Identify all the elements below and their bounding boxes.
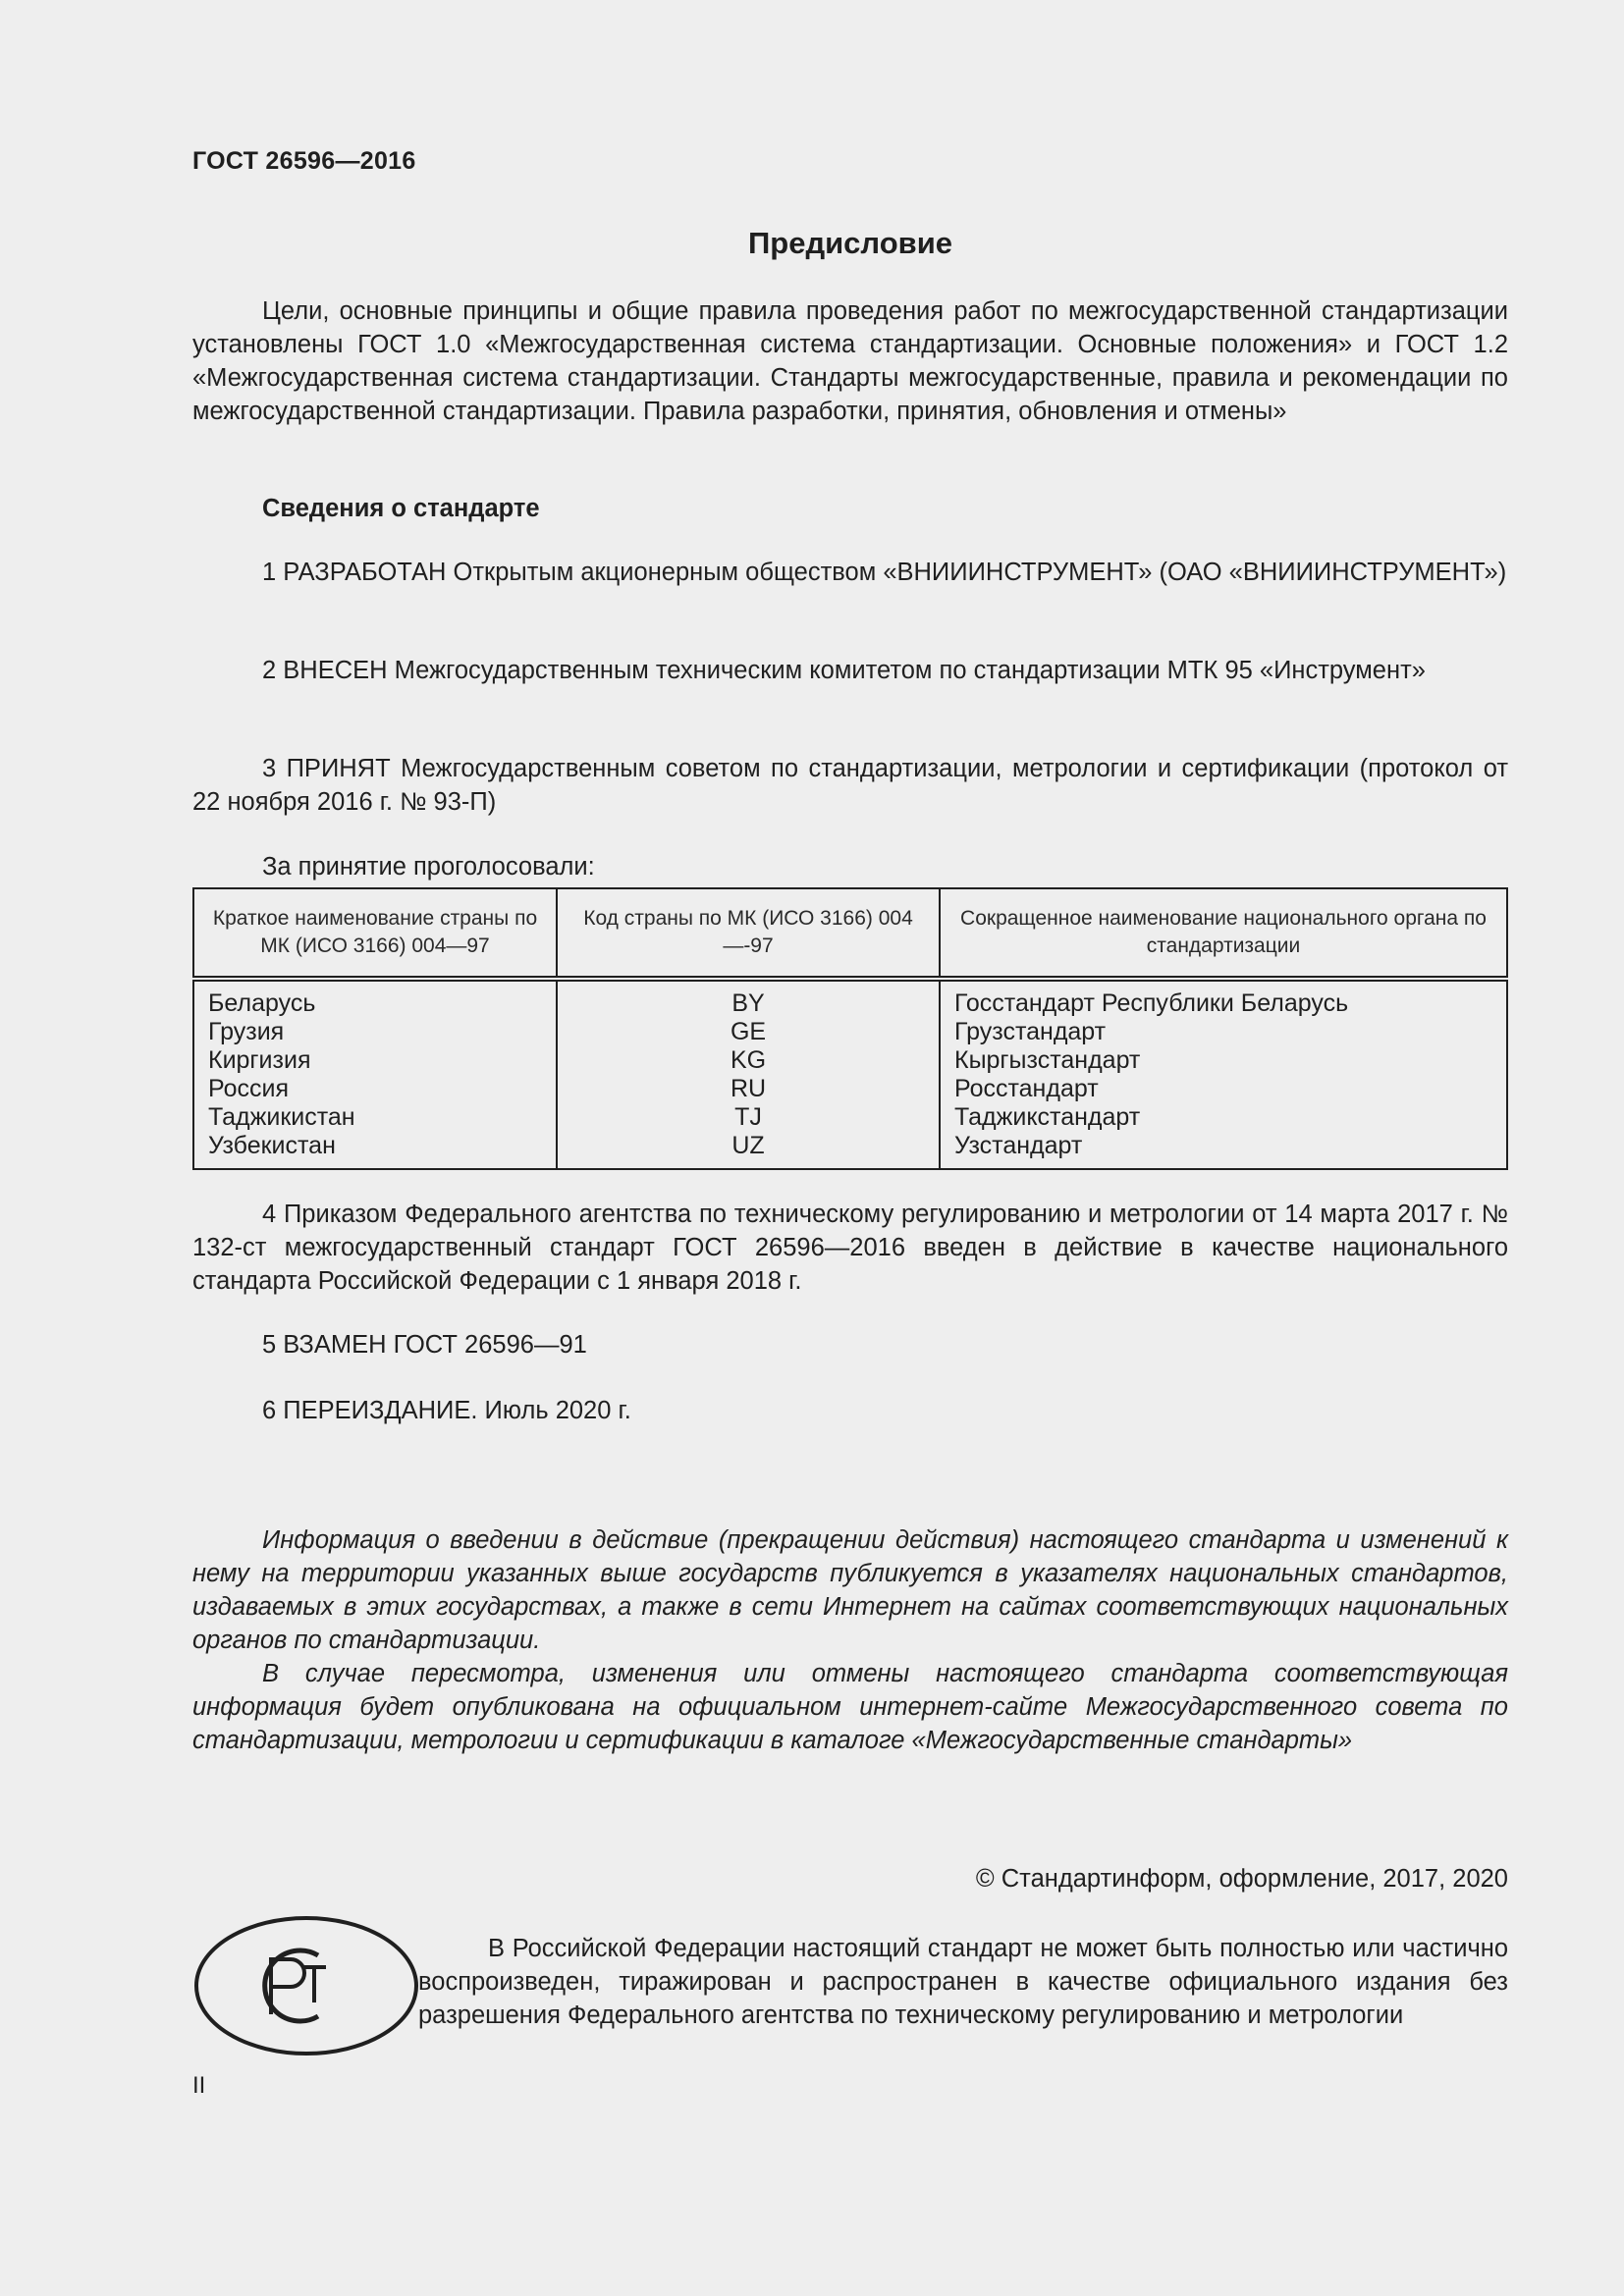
rst-certification-mark-icon bbox=[192, 1914, 420, 2057]
item-6-paragraph: 6 ПЕРЕИЗДАНИЕ. Июль 2020 г. bbox=[262, 1397, 631, 1424]
reproduction-notice: В Российской Федерации настоящий стандарт не может быть полностью или частично воспроизведен, тиражирован и распространен в качестве официального издания без разрешения Федерального агентства по техническому регулированию и метрологии bbox=[418, 1935, 1508, 2029]
page-title: Предисловие bbox=[747, 226, 952, 260]
table-header-code: Код страны по МК (ИСО 3166) 004—-97 bbox=[557, 888, 940, 979]
table-cell-countries: Беларусь Грузия Киргизия Россия Таджикистан Узбекистан bbox=[193, 979, 557, 1169]
info-paragraph-1: Информация о введении в действие (прекращении действия) настоящего стандарта и изменений к нему на территории указанных выше государств публикуется в указателях национальных стандартов, издаваемых в этих государствах, а также в сети Интернет на сайтах соответствующих национальных органов по стандартизации. bbox=[192, 1526, 1508, 1654]
item-2-paragraph: 2 ВНЕСЕН Межгосударственным техническим комитетом по стандартизации МТК 95 «Инструмент» bbox=[262, 657, 1426, 684]
voting-table bbox=[192, 887, 1508, 1170]
intro-paragraph: Цели, основные принципы и общие правила проведения работ по межгосударственной стандартизации установлены ГОСТ 1.0 «Межгосударственная система стандартизации. Основные положения» и ГОСТ 1.2 «Межгосударственная система стандартизации. Стандарты межгосударственные, правила и рекомендации по межгосударственной стандартизации. Правила разработки, принятия, обновления и отмены» bbox=[192, 297, 1508, 425]
table-header-country: Краткое наименование страны по МК (ИСО 3166) 004—97 bbox=[193, 888, 557, 979]
section-heading: Сведения о стандарте bbox=[262, 495, 540, 522]
page-number: II bbox=[192, 2072, 206, 2099]
document-page bbox=[192, 0, 1508, 2296]
copyright-line: © Стандартинформ, оформление, 2017, 2020 bbox=[975, 1865, 1508, 1893]
item-3-paragraph: 3 ПРИНЯТ Межгосударственным советом по стандартизации, метрологии и сертификации (протокол от 22 ноября 2016 г. № 93-П) bbox=[192, 755, 1508, 816]
document-header: ГОСТ 26596—2016 bbox=[192, 147, 416, 175]
info-paragraph-2: В случае пересмотра, изменения или отмены настоящего стандарта соответствующая информация будет опубликована на официальном интернет-сайте Межгосударственного совета по стандартизации, метрологии и сертификации в каталоге «Межгосударственные стандарты» bbox=[192, 1660, 1508, 1754]
item-1-paragraph: 1 РАЗРАБОТАН Открытым акционерным обществом «ВНИИИНСТРУМЕНТ» (ОАО «ВНИИИНСТРУМЕНТ») bbox=[262, 559, 1507, 586]
item-5-paragraph: 5 ВЗАМЕН ГОСТ 26596—91 bbox=[262, 1331, 587, 1359]
table-cell-codes: BY GE KG RU TJ UZ bbox=[557, 979, 940, 1169]
voted-label: За принятие проголосовали: bbox=[262, 853, 595, 881]
item-4-paragraph: 4 Приказом Федерального агентства по техническому регулированию и метрологии от 14 марта 2017 г. № 132-ст межгосударственный стандарт ГОСТ 26596—2016 введен в действие в качестве национального стандарта Российской Федерации с 1 января 2018 г. bbox=[192, 1201, 1508, 1295]
table-header-body: Сокращенное наименование национального органа по стандартизации bbox=[940, 888, 1507, 979]
table-cell-bodies: Госстандарт Республики Беларусь Грузстандарт Кыргызстандарт Росстандарт Таджикстандарт Узстандарт bbox=[940, 979, 1507, 1169]
